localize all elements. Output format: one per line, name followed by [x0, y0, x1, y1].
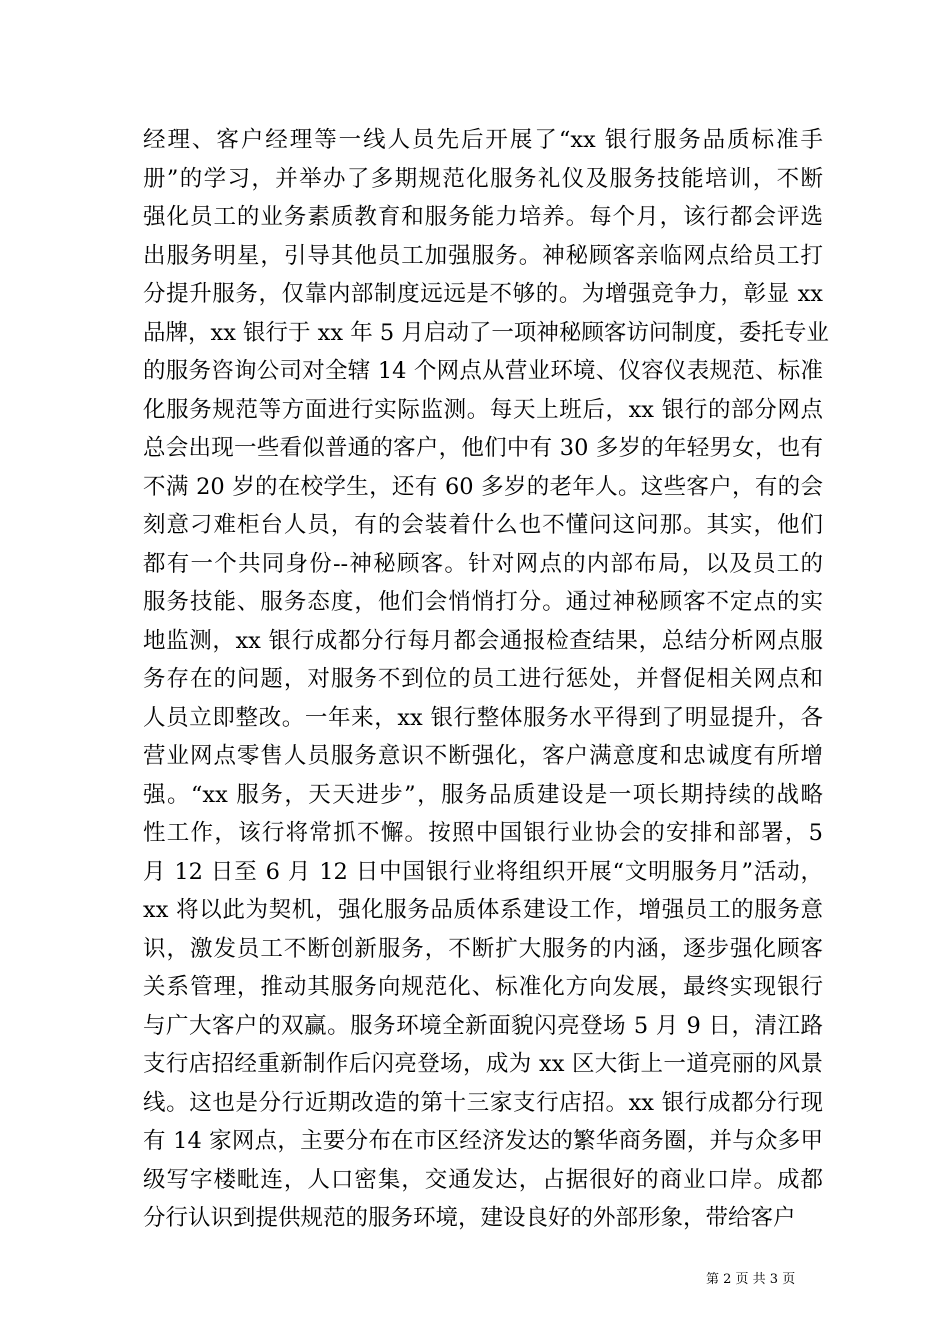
- body-text: [143, 121, 829, 1238]
- text-line: 与广大客户的双赢。服务环境全新面貌闪亮登场 5 月 9 日，清江路: [143, 1012, 823, 1039]
- text-line: 性工作，该行将常抓不懈。按照中国银行业协会的安排和部署，5: [143, 820, 823, 846]
- text-line: 地监测，xx 银行成都分行每月都会通报检查结果，总结分析网点服: [143, 627, 823, 654]
- text-line: xx 将以此为契机，强化服务品质体系建设工作，增强员工的服务意: [143, 897, 823, 923]
- text-line: 强化员工的业务素质教育和服务能力培养。每个月，该行都会评选: [143, 204, 823, 230]
- text-line: 服务技能、服务态度，他们会悄悄打分。通过神秘顾客不定点的实: [143, 589, 823, 615]
- text-line: 线。这也是分行近期改造的第十三家支行店招。xx 银行成都分行现: [143, 1089, 823, 1116]
- text-line: 营业网点零售人员服务意识不断强化，客户满意度和忠诚度有所增: [143, 743, 823, 769]
- text-line: 化服务规范等方面进行实际监测。每天上班后，xx 银行的部分网点: [143, 396, 823, 423]
- text-line: 品牌，xx 银行于 xx 年 5 月启动了一项神秘顾客访问制度，委托专业: [143, 319, 829, 346]
- text-line: 不满 20 岁的在校学生，还有 60 多岁的老年人。这些客户，有的会: [143, 473, 823, 500]
- text-line: 分提升服务，仅靠内部制度远远是不够的。为增强竞争力，彰显 xx: [143, 281, 823, 307]
- text-line: 的服务咨询公司对全辖 14 个网点从营业环境、仪容仪表规范、标准: [143, 358, 823, 384]
- text-line: 强。“xx 服务，天天进步”，服务品质建设是一项长期持续的战略: [143, 781, 823, 808]
- text-line: 级写字楼毗连，人口密集，交通发达，占据很好的商业口岸。成都: [143, 1166, 823, 1193]
- text-line: 关系管理，推动其服务向规范化、标准化方向发展，最终实现银行: [143, 974, 823, 1000]
- text-line: 有 14 家网点，主要分布在市区经济发达的繁华商务圈，并与众多甲: [143, 1128, 823, 1154]
- text-line: 识，激发员工不断创新服务，不断扩大服务的内涵，逐步强化顾客: [143, 935, 823, 962]
- text-line: 支行店招经重新制作后闪亮登场，成为 xx 区大街上一道亮丽的风景: [143, 1051, 823, 1077]
- text-line: 刻意刁难柜台人员，有的会装着什么也不懂问这问那。其实，他们: [143, 512, 823, 538]
- text-line: 人员立即整改。一年来，xx 银行整体服务水平得到了明显提升，各: [143, 704, 823, 731]
- text-line: 经理、客户经理等一线人员先后开展了“xx 银行服务品质标准手: [143, 127, 823, 153]
- text-line: 月 12 日至 6 月 12 日中国银行业将组织开展“文明服务月”活动，: [143, 858, 823, 885]
- text-line: 出服务明星，引导其他员工加强服务。神秘顾客亲临网点给员工打: [143, 242, 823, 269]
- text-line: 务存在的问题，对服务不到位的员工进行惩处，并督促相关网点和: [143, 666, 823, 692]
- text-line: 分行认识到提供规范的服务环境，建设良好的外部形象，带给客户: [143, 1205, 796, 1231]
- text-line: 都有一个共同身份--神秘顾客。针对网点的内部布局，以及员工的: [143, 550, 823, 577]
- page-number: 第 2 页 共 3 页: [706, 1272, 796, 1287]
- text-line: 总会出现一些看似普通的客户，他们中有 30 多岁的年轻男女，也有: [143, 435, 823, 461]
- text-line: 册”的学习，并举办了多期规范化服务礼仪及服务技能培训，不断: [143, 165, 823, 192]
